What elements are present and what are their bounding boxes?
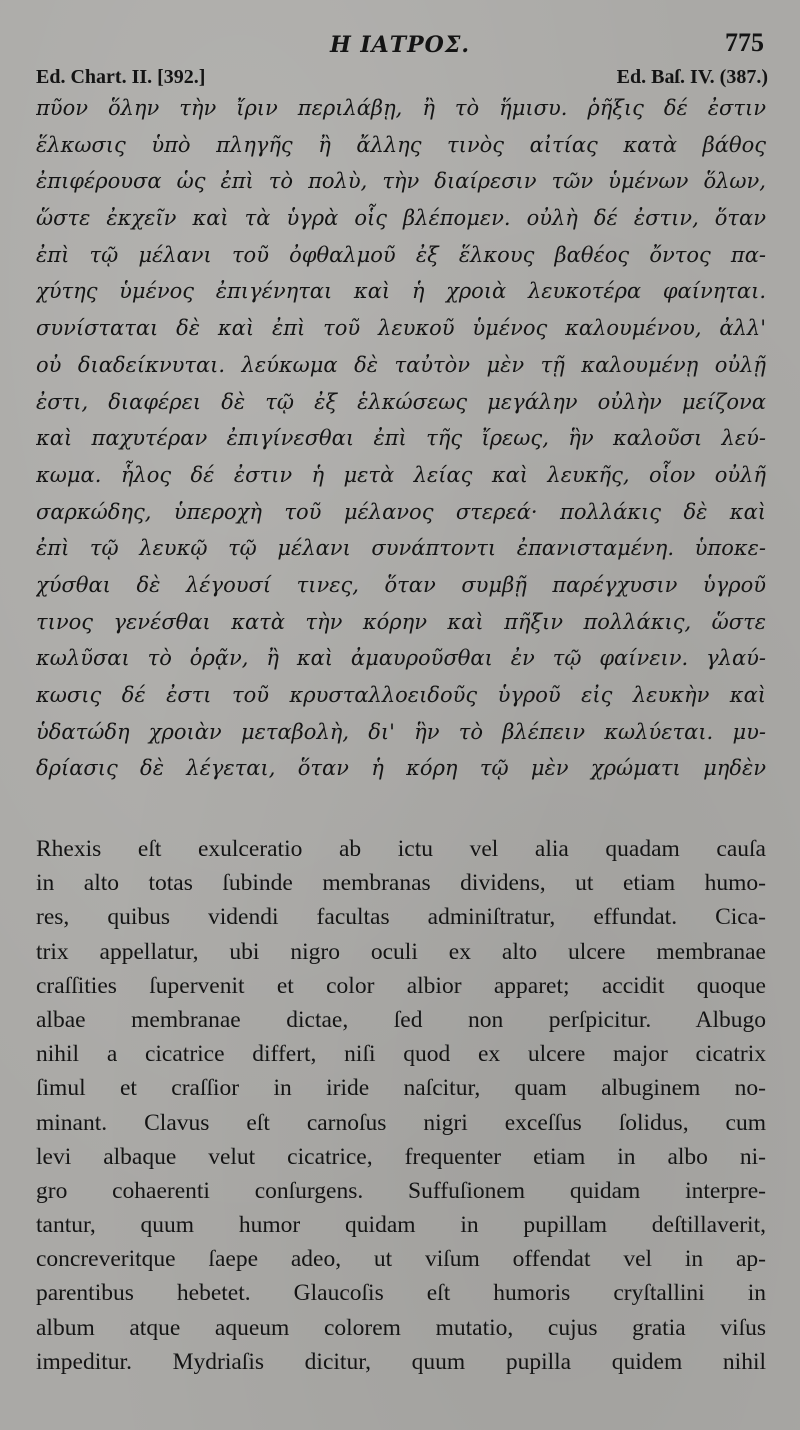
latin-line: album atque aqueum colorem mutatio, cujus gratia viſus	[36, 1314, 766, 1341]
greek-line: τινος γενέσθαι κατὰ τὴν κόρην καὶ πῆξιν πολλάκις, ὥστε	[36, 609, 766, 634]
greek-line: συνίσταται δὲ καὶ ἐπὶ τοῦ λευκοῦ ὑμένος καλουμένου, ἀλλ'	[36, 316, 766, 341]
greek-line: χύσθαι δὲ λέγουσί τινες, ὅταν συμβῇ παρέγχυσιν ὑγροῦ	[36, 572, 766, 597]
greek-line: κωμα. ἧλος δέ ἐστιν ἡ μετὰ λείας καὶ λευκῆς, οἷον οὐλῆ	[36, 462, 766, 487]
greek-line: πῦον ὅλην τὴν ἴριν περιλάβῃ, ἢ τὸ ἥμισυ. ῥῆξις δέ ἐστιν	[36, 96, 766, 120]
greek-line: ἐπὶ τῷ λευκῷ τῷ μέλανι συνάπτοντι ἐπανισταμένη. ὑποκε-	[36, 536, 766, 561]
greek-line: κωσις δέ ἐστι τοῦ κρυσταλλοειδοῦς ὑγροῦ εἰς λευκὴν καὶ	[36, 683, 766, 707]
latin-line: albae membranae dictae, ſed non perſpicitur. Albugo	[36, 1006, 766, 1033]
latin-line: in alto totas ſubinde membranas dividens, ut etiam humo-	[36, 870, 766, 897]
page-header	[0, 28, 800, 64]
greek-line: σαρκώδης, ὑπεροχὴ τοῦ μέλανος στερεά· πολλάκις δὲ καὶ	[36, 499, 766, 524]
latin-line: concreveritque ſaepe adeo, ut viſum offendat vel in ap-	[36, 1246, 766, 1273]
latin-line: parentibus hebetet. Glaucoſis eſt humoris cryſtallini in	[36, 1280, 766, 1307]
greek-line: ὥστε ἐκχεῖν καὶ τὰ ὑγρὰ οἷς βλέπομεν. οὐλὴ δέ ἐστιν, ὅταν	[36, 206, 766, 231]
latin-line: tantur, quum humor quidam in pupillam deſtillaverit,	[36, 1212, 766, 1239]
page-number: 775	[725, 28, 764, 57]
edition-reference-basel: Ed. Baſ. IV. (387.)	[616, 66, 768, 88]
latin-line: gro cohaerenti conſurgens. Suffuſionem quidam interpre-	[36, 1177, 766, 1204]
latin-line: Rhexis eſt exulceratio ab ictu vel alia quadam cauſa	[36, 836, 766, 862]
running-title: Η ΙΑΤΡΟΣ.	[329, 32, 471, 58]
greek-line: καὶ παχυτέραν ἐπιγίνεσθαι ἐπὶ τῆς ἴρεως, ἣν καλοῦσι λεύ-	[36, 426, 766, 451]
greek-line: ἐπὶ τῷ μέλανι τοῦ ὀφθαλμοῦ ἐξ ἕλκους βαθέος ὄντος πα-	[36, 242, 766, 267]
latin-line: res, quibus videndi facultas adminiſtratur, effundat. Cica-	[36, 904, 766, 931]
edition-reference-chartier: Ed. Chart. II. [392.]	[36, 66, 206, 88]
greek-line: ἕλκωσις ὑπὸ πληγῆς ἢ ἄλλης τινὸς αἰτίας κατὰ βάθος	[36, 132, 766, 157]
greek-line: οὐ διαδείκνυται. λεύκωμα δὲ ταὐτὸν μὲν τῇ καλουμένῃ οὐλῇ	[36, 352, 766, 377]
latin-line: trix appellatur, ubi nigro oculi ex alto ulcere membranae	[36, 938, 766, 965]
latin-line: impeditur. Mydriaſis dicitur, quum pupilla quidem nihil	[36, 1348, 766, 1375]
latin-line: levi albaque velut cicatrice, frequenter etiam in albo ni-	[36, 1143, 766, 1170]
latin-line: craſſities ſupervenit et color albior apparet; accidit quoque	[36, 972, 766, 999]
greek-line: κωλῦσαι τὸ ὁρᾷν, ἢ καὶ ἀμαυροῦσθαι ἐν τῷ φαίνειν. γλαύ-	[36, 646, 766, 671]
latin-line: nihil a cicatrice differt, niſi quod ex ulcere major cicatrix	[36, 1041, 766, 1068]
edition-references	[36, 66, 768, 92]
latin-text-block	[36, 832, 766, 1379]
greek-line: ἐπιφέρουσα ὡς ἐπὶ τὸ πολὺ, τὴν διαίρεσιν τῶν ὑμένων ὅλων,	[36, 169, 766, 194]
greek-text-block	[36, 90, 766, 787]
greek-line: ἐστι, διαφέρει δὲ τῷ ἐξ ἑλκώσεως μεγάλην οὐλὴν μείζονα	[36, 389, 766, 414]
latin-line: minant. Clavus eſt carnoſus nigri exceſſus ſolidus, cum	[36, 1109, 766, 1136]
greek-line: δρίασις δὲ λέγεται, ὅταν ἡ κόρη τῷ μὲν χρώματι μηδὲν	[36, 756, 766, 781]
greek-line: ὑδατώδη χροιὰν μεταβολὴ, δι' ἣν τὸ βλέπειν κωλύεται. μυ-	[36, 719, 766, 744]
greek-line: χύτης ὑμένος ἐπιγένηται καὶ ἡ χροιὰ λευκοτέρα φαίνηται.	[36, 279, 766, 304]
latin-line: ſimul et craſſior in iride naſcitur, quam albuginem no-	[36, 1075, 766, 1102]
